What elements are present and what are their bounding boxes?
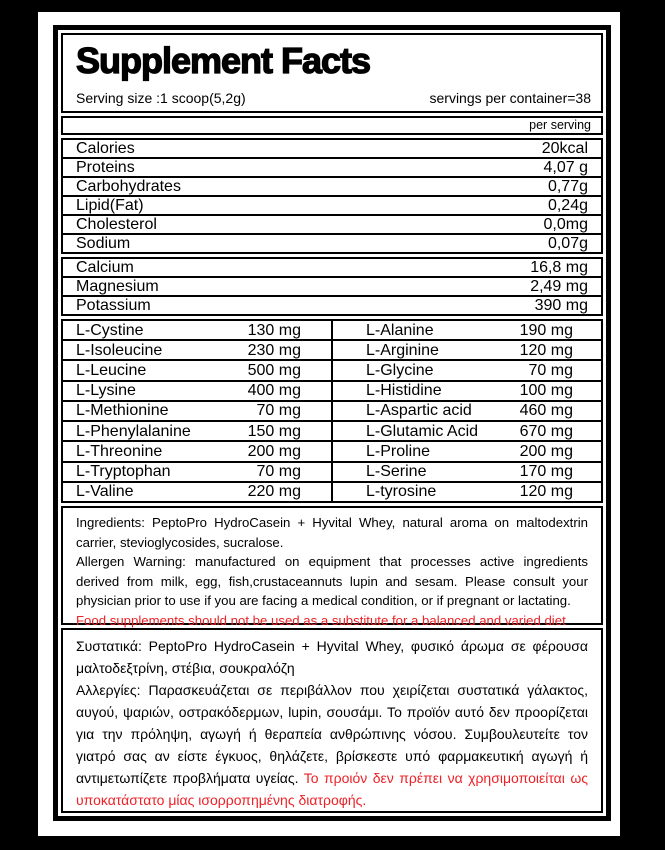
amino-label: L-Glycine bbox=[366, 362, 434, 380]
food-supplement-warning-text: Food supplements should not be used as a substitute for a balanced and varied diet bbox=[76, 612, 566, 628]
per-serving-label: per serving bbox=[529, 118, 591, 133]
amino-row bbox=[63, 321, 331, 339]
amino-value: 200 mg bbox=[519, 442, 573, 460]
nutrient-row bbox=[63, 176, 601, 195]
amino-value: 70 mg bbox=[256, 463, 301, 481]
amino-row bbox=[63, 380, 331, 400]
amino-row bbox=[63, 420, 331, 440]
greek-allergies-text: Αλλεργίες: Παρασκευάζεται σε περιβάλλον που χειρίζεται συστατικά γάλακτος, αυγού, ψαριών, οστρακόδερμων, lupin, σουσάμι. Το προϊόν αυτό δεν προορίζεται για την πρόληψη, αγωγή ή θεραπεία ανθρώπινης νόσου. Συμβουλευτείτε τον γιατρό σας αν είστε έγκυος, θηλάζετε, βρίσκεστε υπό φαρμακευτική αγωγή ή αντιμετωπίζετε προβλήματα υγείας. bbox=[76, 682, 588, 787]
amino-value: 170 mg bbox=[519, 463, 573, 481]
amino-value: 70 mg bbox=[528, 362, 573, 380]
nutrient-value: 0,0mg bbox=[543, 215, 588, 233]
amino-value: 230 mg bbox=[247, 341, 301, 359]
amino-value: 130 mg bbox=[247, 321, 301, 339]
amino-value: 670 mg bbox=[519, 422, 573, 440]
allergen-warning-text: Allergen Warning: manufactured on equipment that processes active ingredients derived from milk, egg, fish,crustaceannuts lupin and sesam. Please consult your physician prior to use if you are facing a medical condition, or if pregnant or lactating. bbox=[76, 554, 588, 609]
amino-label: L-Phenylalanine bbox=[76, 422, 191, 440]
amino-row bbox=[333, 420, 601, 440]
amino-value: 100 mg bbox=[519, 382, 573, 400]
nutrient-label: Calories bbox=[76, 139, 135, 157]
mineral-label: Magnesium bbox=[76, 277, 159, 295]
greek-warning-text: Το προιόν δεν πρέπει να χρησιμοποιείται ως υποκατάστατο μίας ισορροπημένης διατροφής. bbox=[76, 770, 588, 809]
amino-value: 70 mg bbox=[256, 402, 301, 420]
greek-allergies-paragraph bbox=[76, 679, 588, 811]
amino-value: 120 mg bbox=[519, 341, 573, 359]
nutrient-value: 0,24g bbox=[547, 196, 588, 214]
amino-acids-left-column bbox=[63, 321, 333, 501]
ingredients-text: Ingredients: PeptoPro HydroCasein + Hyvital Whey, natural aroma on maltodextrin carrier, stevioglycosides, sucralose. bbox=[76, 515, 588, 550]
amino-label: L-Glutamic Acid bbox=[366, 422, 479, 440]
greek-info-section bbox=[61, 628, 603, 813]
english-info-section bbox=[61, 506, 603, 628]
mineral-value: 2,49 mg bbox=[530, 277, 588, 295]
amino-label: L-tyrosine bbox=[366, 483, 437, 501]
nutrient-row bbox=[63, 157, 601, 176]
per-serving-header bbox=[61, 116, 603, 135]
amino-value: 400 mg bbox=[247, 382, 301, 400]
serving-size: Serving size :1 scoop(5,2g) bbox=[76, 89, 246, 106]
greek-ingredients-text: Συστατικά: PeptoPro HydroCasein + Hyvital Whey, φυσικό άρωμα σε φέρουσα μαλτοδεξτρίνη, στέβια, σουκραλόζη bbox=[76, 638, 588, 677]
mineral-label: Calcium bbox=[76, 258, 134, 276]
mineral-value: 390 mg bbox=[534, 296, 588, 314]
amino-row bbox=[63, 481, 331, 501]
title-section bbox=[61, 33, 603, 113]
nutrient-value: 0,07g bbox=[547, 234, 588, 252]
amino-label: L-Aspartic acid bbox=[366, 402, 472, 420]
amino-row bbox=[333, 440, 601, 460]
amino-acids-right-column bbox=[333, 321, 601, 501]
amino-row bbox=[63, 400, 331, 420]
amino-label: L-Isoleucine bbox=[76, 341, 163, 359]
nutrient-label: Lipid(Fat) bbox=[76, 196, 144, 214]
nutrient-label: Sodium bbox=[76, 234, 131, 252]
amino-value: 120 mg bbox=[519, 483, 573, 501]
nutrient-row bbox=[63, 140, 601, 157]
amino-label: L-Alanine bbox=[366, 321, 434, 339]
amino-row bbox=[333, 321, 601, 339]
serving-info-row bbox=[63, 90, 601, 111]
amino-label: L-Histidine bbox=[366, 382, 442, 400]
label-outer-frame bbox=[53, 25, 611, 821]
nutrient-row bbox=[63, 214, 601, 233]
nutrient-value: 20kcal bbox=[541, 139, 588, 157]
nutrients-table bbox=[61, 138, 603, 254]
amino-value: 220 mg bbox=[247, 483, 301, 501]
amino-row bbox=[333, 339, 601, 359]
amino-row bbox=[333, 359, 601, 379]
amino-label: L-Proline bbox=[366, 442, 431, 460]
amino-row bbox=[333, 461, 601, 481]
amino-label: L-Tryptophan bbox=[76, 463, 171, 481]
nutrient-value: 4,07 g bbox=[543, 158, 588, 176]
amino-value: 150 mg bbox=[247, 422, 301, 440]
nutrient-value: 0,77g bbox=[547, 177, 588, 195]
amino-row bbox=[333, 380, 601, 400]
minerals-table bbox=[61, 257, 603, 316]
amino-label: L-Arginine bbox=[366, 341, 439, 359]
mineral-row bbox=[63, 276, 601, 295]
nutrient-row bbox=[63, 195, 601, 214]
amino-row bbox=[333, 481, 601, 501]
amino-label: L-Serine bbox=[366, 463, 427, 481]
amino-label: L-Lysine bbox=[76, 382, 136, 400]
amino-acids-table bbox=[61, 319, 603, 503]
amino-label: L-Cystine bbox=[76, 321, 144, 339]
amino-row bbox=[63, 359, 331, 379]
amino-value: 460 mg bbox=[519, 402, 573, 420]
nutrient-label: Proteins bbox=[76, 158, 135, 176]
amino-row bbox=[333, 400, 601, 420]
mineral-row bbox=[63, 259, 601, 276]
mineral-value: 16,8 mg bbox=[530, 258, 588, 276]
servings-per-container: servings per container=38 bbox=[429, 89, 591, 106]
mineral-label: Potassium bbox=[76, 296, 151, 314]
amino-row bbox=[63, 440, 331, 460]
amino-value: 200 mg bbox=[247, 442, 301, 460]
mineral-row bbox=[63, 295, 601, 314]
amino-row bbox=[63, 339, 331, 359]
amino-label: L-Leucine bbox=[76, 362, 147, 380]
nutrient-row bbox=[63, 233, 601, 252]
supplement-facts-label bbox=[38, 12, 620, 836]
amino-value: 190 mg bbox=[519, 321, 573, 339]
amino-row bbox=[63, 461, 331, 481]
nutrient-label: Carbohydrates bbox=[76, 177, 181, 195]
nutrient-label: Cholesterol bbox=[76, 215, 157, 233]
page-title: Supplement Facts bbox=[76, 40, 371, 81]
amino-label: L-Threonine bbox=[76, 442, 163, 460]
amino-label: L-Methionine bbox=[76, 402, 169, 420]
amino-label: L-Valine bbox=[76, 483, 134, 501]
amino-value: 500 mg bbox=[247, 362, 301, 380]
